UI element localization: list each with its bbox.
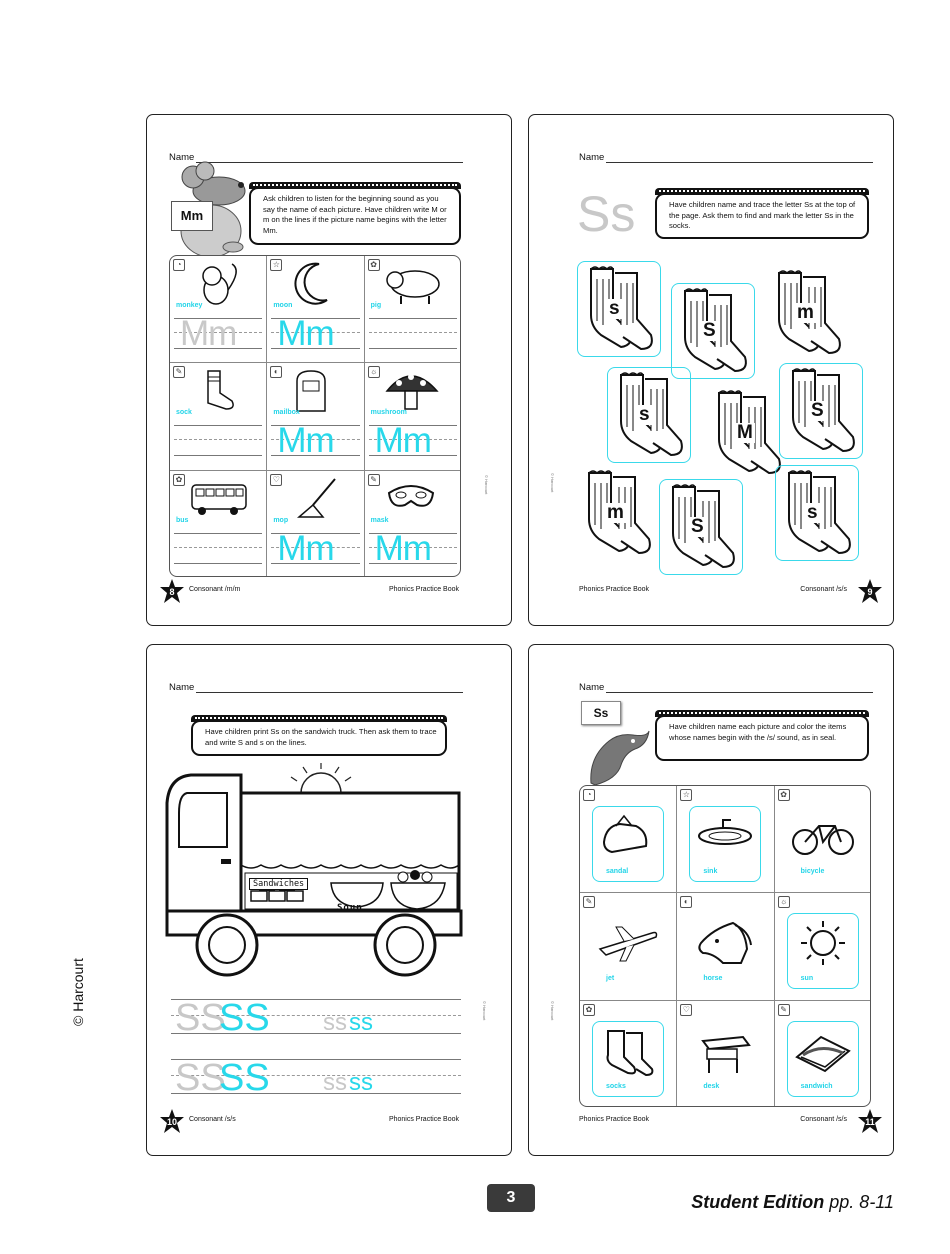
cell-icon: ✿ xyxy=(173,474,185,486)
bus-picture-icon xyxy=(186,475,248,523)
picture-label: moon xyxy=(273,302,293,309)
jet-picture-icon[interactable] xyxy=(596,919,660,969)
sock-letter: s xyxy=(609,298,620,319)
trace-letters: Mm xyxy=(277,421,334,461)
sock-letter: M xyxy=(737,422,753,443)
picture-cell xyxy=(775,893,871,1000)
picture-label: desk xyxy=(703,1082,720,1090)
trace-letters: Ss xyxy=(577,186,636,242)
vertical-credit: © Harcourt xyxy=(484,475,489,495)
sock-letter: S xyxy=(703,320,716,341)
page-badge: 3 xyxy=(487,1184,535,1212)
picture-label: horse xyxy=(703,975,723,983)
mushroom-picture-icon xyxy=(381,367,443,415)
handwriting-row xyxy=(171,1055,461,1099)
trace-letters: Mm xyxy=(180,314,237,353)
footer-right: Consonant /s/s xyxy=(800,586,847,593)
sock-pair[interactable] xyxy=(783,367,859,460)
letter-card: Mm xyxy=(171,201,213,231)
cell-icon: ☆ xyxy=(270,259,282,271)
cell-icon: ✿ xyxy=(583,1004,595,1016)
big-s-trace-gray: SS xyxy=(175,1057,226,1099)
picture-label: mushroom xyxy=(370,409,407,417)
picture-label: sandwich xyxy=(800,1082,833,1090)
small-s-trace-gray: ss xyxy=(323,1009,347,1036)
picture-label: sun xyxy=(800,975,814,983)
picture-cell xyxy=(170,256,267,363)
sandwiches-sign: Sandwiches xyxy=(249,878,308,890)
teacher-note: Ask children to listen for the beginning sound as you say the name of each picture. Have children write M or m on the lines if the picture name begins with the letter Mm. xyxy=(249,187,461,245)
picture-cell xyxy=(170,471,267,577)
cell-icon: ✎ xyxy=(173,366,185,378)
vertical-credit: © Harcourt xyxy=(550,473,555,493)
name-line: Name xyxy=(579,682,873,693)
footer-right: Consonant /s/s xyxy=(800,1116,847,1123)
sock-picture-icon xyxy=(186,367,248,415)
sock-pair[interactable] xyxy=(579,469,655,562)
letter-card: Ss xyxy=(581,701,621,725)
sandwich-picture-icon[interactable] xyxy=(791,1027,855,1077)
sock-pair[interactable] xyxy=(581,265,657,358)
footer-right: Phonics Practice Book xyxy=(388,1116,459,1123)
mailbox-picture-icon xyxy=(283,367,345,415)
cell-icon: ☼ xyxy=(778,896,790,908)
picture-label: mailbox xyxy=(273,409,300,417)
cell-icon: ♡ xyxy=(270,474,282,486)
page-9 xyxy=(528,114,894,626)
trace-letters: Mm xyxy=(374,528,431,568)
picture-cell xyxy=(170,363,267,470)
picture-cell xyxy=(677,1001,774,1107)
edition-reference: Student Edition pp. 8-11 xyxy=(691,1192,894,1212)
cell-icon: ✎ xyxy=(583,896,595,908)
picture-cell xyxy=(365,256,461,363)
big-s-trace-gray: SS xyxy=(175,997,226,1039)
page-number-badge: 11 xyxy=(857,1109,883,1135)
big-s-trace-cyan: SS xyxy=(219,1057,270,1099)
cell-icon: ✎ xyxy=(368,474,380,486)
sock-letter: s xyxy=(639,404,650,425)
sandwich-truck-icon xyxy=(161,763,463,988)
page-number-badge: 9 xyxy=(857,579,883,605)
sock-pair[interactable] xyxy=(709,389,785,482)
footer-left: Phonics Practice Book xyxy=(579,586,650,593)
page-8 xyxy=(146,114,512,626)
picture-cell xyxy=(365,363,461,470)
picture-label: pig xyxy=(370,302,382,309)
picture-cell xyxy=(677,786,774,893)
page-10 xyxy=(146,644,512,1156)
footer-left: Consonant /m/m xyxy=(189,586,241,593)
cell-icon: ◐ xyxy=(270,366,282,378)
picture-cell xyxy=(775,786,871,893)
picture-cell xyxy=(580,786,677,893)
sock-pair[interactable] xyxy=(779,469,855,562)
teacher-note: Have children name and trace the letter Ss at the top of the page. Ask them to find and mark the letter Ss in the socks. xyxy=(655,193,869,239)
sink-picture-icon[interactable] xyxy=(693,812,757,862)
sock-pair[interactable] xyxy=(769,269,845,362)
cell-icon: ☆ xyxy=(680,789,692,801)
name-line: Name xyxy=(169,682,463,693)
picture-label: sandal xyxy=(606,868,629,875)
desk-picture-icon[interactable] xyxy=(693,1027,757,1077)
name-line: Name xyxy=(169,152,463,163)
picture-label: sink xyxy=(703,868,718,875)
page-11 xyxy=(528,644,894,1156)
picture-label: mop xyxy=(273,516,289,524)
cell-icon: ◔ xyxy=(173,259,185,271)
soup-label: Soup xyxy=(337,903,363,913)
big-s-trace-cyan: SS xyxy=(219,997,270,1039)
teacher-note: Have children name each picture and color the items whose names begin with the /s/ sound, as in seal. xyxy=(655,715,869,761)
picture-label: socks xyxy=(606,1082,626,1090)
socks-picture-icon[interactable] xyxy=(596,1027,660,1077)
vertical-credit: © Harcourt xyxy=(550,1001,555,1021)
page-number-badge: 8 xyxy=(159,579,185,605)
footer-left: Phonics Practice Book xyxy=(579,1116,650,1123)
picture-grid xyxy=(169,255,461,577)
trace-letters: Mm xyxy=(277,528,334,568)
cell-icon: ◔ xyxy=(583,789,595,801)
picture-label: monkey xyxy=(176,302,203,309)
cell-icon: ✿ xyxy=(368,259,380,271)
sock-pair[interactable] xyxy=(663,483,739,576)
sock-pair[interactable] xyxy=(611,371,687,464)
name-line: Name xyxy=(579,152,873,163)
bicycle-picture-icon[interactable] xyxy=(791,812,855,862)
sock-pair[interactable] xyxy=(675,287,751,380)
cell-icon: ✿ xyxy=(778,789,790,801)
picture-cell xyxy=(677,893,774,1000)
picture-cell xyxy=(267,256,364,363)
sock-letter: s xyxy=(807,502,818,523)
monkey-picture-icon xyxy=(186,260,248,308)
picture-label: bus xyxy=(176,516,189,524)
trace-letters: Mm xyxy=(277,314,334,353)
mop-picture-icon xyxy=(283,475,345,523)
vertical-credit: © Harcourt xyxy=(482,1001,487,1021)
small-s-trace-cyan: ss xyxy=(349,1009,373,1036)
sock-letter: m xyxy=(797,302,814,323)
teacher-note: Have children print Ss on the sandwich truck. Then ask them to trace and write S and s on the lines. xyxy=(191,720,447,756)
picture-cell xyxy=(775,1001,871,1107)
picture-cell xyxy=(365,471,461,577)
sock-letter: S xyxy=(691,516,704,537)
mask-picture-icon xyxy=(381,475,443,523)
sandal-picture-icon[interactable] xyxy=(596,812,660,862)
pig-picture-icon xyxy=(381,260,443,308)
picture-cell xyxy=(267,363,364,470)
sock-letter: S xyxy=(811,400,824,421)
small-s-trace-cyan: ss xyxy=(349,1069,373,1096)
picture-cell xyxy=(580,893,677,1000)
copyright-vertical: © Harcourt xyxy=(70,958,86,1026)
picture-cell xyxy=(580,1001,677,1107)
picture-label: sock xyxy=(176,409,192,417)
footer-right: Phonics Practice Book xyxy=(388,586,459,593)
seal-icon xyxy=(587,727,653,787)
footer-left: Consonant /s/s xyxy=(189,1116,236,1123)
cell-icon: ♡ xyxy=(680,1004,692,1016)
page-number-badge: 10 xyxy=(159,1109,185,1135)
cell-icon: ☼ xyxy=(368,366,380,378)
sock-letter: m xyxy=(607,502,624,523)
picture-label: jet xyxy=(606,975,615,983)
trace-letters: Mm xyxy=(374,421,431,461)
picture-grid xyxy=(579,785,871,1107)
small-s-trace-gray: ss xyxy=(323,1069,347,1096)
horse-picture-icon[interactable] xyxy=(693,919,757,969)
cell-icon: ◐ xyxy=(680,896,692,908)
picture-label: mask xyxy=(370,516,389,524)
sun-picture-icon[interactable] xyxy=(791,919,855,969)
moon-picture-icon xyxy=(283,260,345,308)
handwriting-row xyxy=(171,995,461,1039)
cell-icon: ✎ xyxy=(778,1004,790,1016)
picture-label: bicycle xyxy=(800,868,825,875)
picture-cell xyxy=(267,471,364,577)
